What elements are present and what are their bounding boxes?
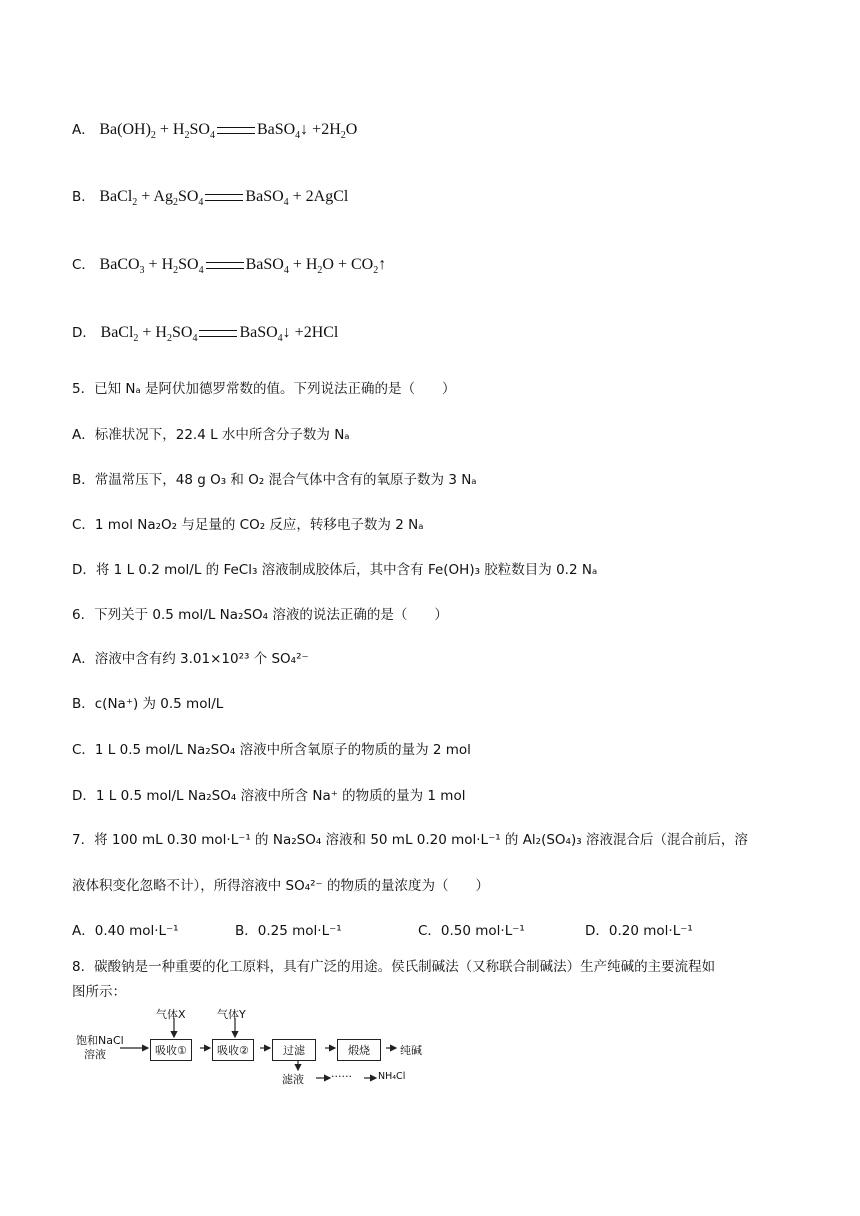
q4-b-equation: BaCl$_2$ + $Ag_2SO_4$ BaSO$_4$ + 2AgCl — [99, 188, 349, 209]
step-absorb-2: 吸收② — [212, 1039, 254, 1061]
q5-option-a: A．标准状况下，22.4 L 水中所含分子数为 Nₐ — [72, 427, 350, 443]
byproduct-nh4cl: NH₄Cl — [378, 1071, 406, 1082]
step-calcine: 煅烧 — [337, 1039, 381, 1061]
gas-x-label: 气体X — [156, 1008, 186, 1021]
q6-stem: 6．下列关于 0.5 mol/L Na₂SO₄ 溶液的说法正确的是（ ） — [72, 607, 448, 623]
q7-option-c: C．0.50 mol·L⁻¹ — [418, 923, 525, 939]
gas-y-label: 气体Y — [217, 1008, 246, 1021]
q5-stem: 5．已知 Nₐ 是阿伏加德罗常数的值。下列说法正确的是（ ） — [72, 381, 456, 397]
step-absorb-1: 吸收① — [150, 1039, 192, 1061]
q4-c-label: C． — [72, 257, 95, 273]
q7-stem-line2: 液体积变化忽略不计），所得溶液中 SO₄²⁻ 的物质的量浓度为（ ） — [72, 878, 489, 894]
process-flow-diagram — [72, 1004, 452, 1094]
step-filter: 过滤 — [272, 1039, 316, 1061]
q7-stem-line1: 7．将 100 mL 0.30 mol·L⁻¹ 的 Na₂SO₄ 溶液和 50 mL 0.20 mol·L⁻¹ 的 Al₂(SO₄)₃ 溶液混合后（混合前后，溶 — [72, 832, 748, 848]
q7-option-b: B．0.25 mol·L⁻¹ — [235, 923, 342, 939]
q8-stem-line1: 8．碳酸钠是一种重要的化工原料，具有广泛的用途。侯氏制碱法（又称联合制碱法）生产纯碱的主要流程如 — [72, 959, 716, 975]
q6-option-c: C．1 L 0.5 mol/L Na₂SO₄ 溶液中所含氧原子的物质的量为 2 mol — [72, 742, 471, 758]
q4-option-c — [72, 253, 386, 276]
filtrate-dots: ······ — [331, 1070, 352, 1083]
q4-a-equation: $Ba(OH)_2 + H_2SO_4$ BaSO$_4$↓ $+2H_2O$ — [99, 121, 358, 142]
q4-a-label: A． — [72, 122, 95, 138]
input-solution: 溶液 — [84, 1048, 106, 1061]
q5-option-b: B．常温常压下，48 g O₃ 和 O₂ 混合气体中含有的氧原子数为 3 Nₐ — [72, 472, 477, 488]
q5-option-d: D．将 1 L 0.2 mol/L 的 FeCl₃ 溶液制成胶体后，其中含有 Fe(OH)₃ 胶粒数目为 0.2 Nₐ — [72, 562, 598, 578]
q5-option-c: C．1 mol Na₂O₂ 与足量的 CO₂ 反应，转移电子数为 2 Nₐ — [72, 517, 424, 533]
filtrate-label: 滤液 — [282, 1073, 304, 1086]
product-soda-ash: 纯碱 — [400, 1044, 422, 1057]
q4-d-equation: BaCl$_2$ + $H_2SO_4$ BaSO$_4$↓ +2HCl — [100, 324, 339, 345]
q6-option-b: B．c(Na⁺) 为 0.5 mol/L — [72, 696, 224, 712]
q6-option-a: A．溶液中含有约 3.01×10²³ 个 SO₄²⁻ — [72, 651, 309, 667]
q4-option-a — [72, 118, 357, 141]
q4-option-b — [72, 185, 348, 208]
input-nacl: 饱和NaCl — [76, 1034, 124, 1047]
q7-option-d: D．0.20 mol·L⁻¹ — [585, 923, 693, 939]
q4-option-d — [72, 321, 338, 344]
q4-d-label: D． — [72, 325, 96, 341]
q6-option-d: D．1 L 0.5 mol/L Na₂SO₄ 溶液中所含 Na⁺ 的物质的量为 1 mol — [72, 788, 466, 804]
q8-stem-line2: 图所示： — [72, 984, 126, 1000]
q4-c-equation: BaCO$_3$ + $H_2SO_4$ BaSO$_4$ + $H_2O$ + $CO_2↑$ — [99, 256, 387, 277]
q4-b-label: B． — [72, 189, 95, 205]
q7-option-a: A．0.40 mol·L⁻¹ — [72, 923, 179, 939]
